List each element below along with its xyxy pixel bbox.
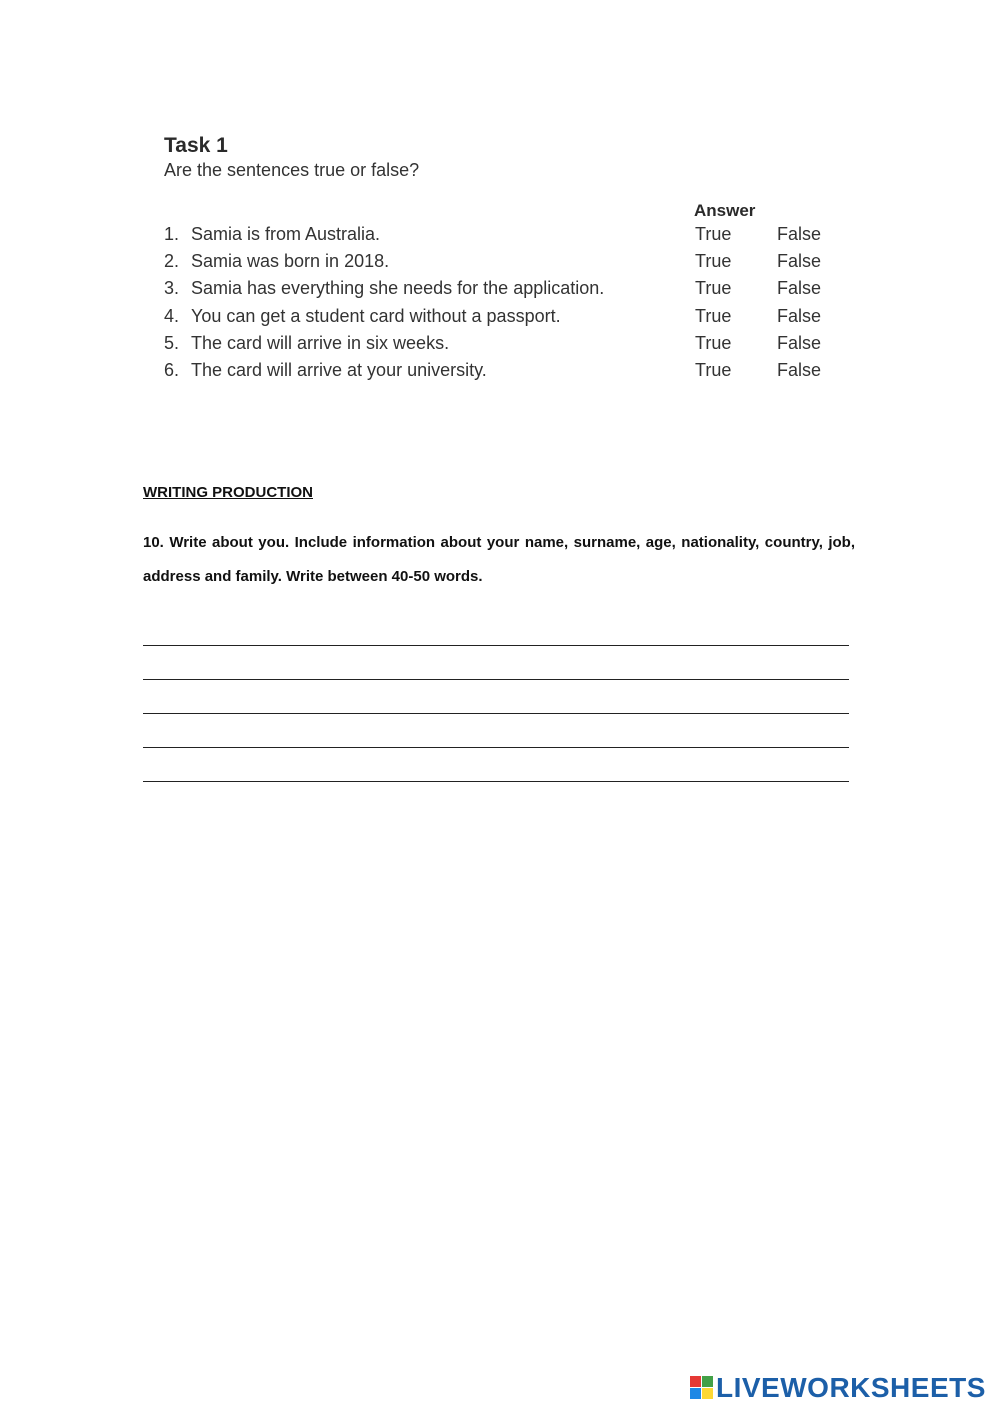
statement-text: The card will arrive at your university. [191, 359, 487, 380]
writing-production-section [143, 484, 855, 594]
answer-lines[interactable] [143, 612, 849, 782]
statement-item [164, 305, 864, 332]
statement-text: The card will arrive in six weeks. [191, 332, 450, 353]
answer-line[interactable] [143, 612, 849, 646]
task-title: Task 1 [164, 134, 228, 157]
option-false[interactable]: False [777, 224, 822, 244]
liveworksheets-logo-icon [690, 1376, 714, 1400]
brand-name: LIVEWORKSHEETS [716, 1372, 986, 1403]
option-false[interactable]: False [777, 251, 822, 272]
option-false[interactable]: False [777, 305, 822, 326]
statement-text: Samia has everything she needs for the application. [191, 278, 605, 299]
answer-column-header: Answer [694, 201, 756, 220]
statement-item [164, 332, 864, 359]
statement-item [164, 223, 864, 250]
statement-text: Samia is from Australia. [191, 224, 381, 244]
task-1 [164, 133, 864, 380]
option-true[interactable]: True [695, 332, 732, 353]
statement-item [164, 277, 864, 304]
writing-question: 10. Write about you. Include information about your name, surname, age, nationality, country, job, address and family. Write between 40-50 words. [143, 534, 855, 585]
statement-number: 2. [164, 251, 180, 272]
answer-line[interactable] [143, 748, 849, 782]
option-true[interactable]: True [695, 251, 732, 272]
brand-logo [690, 1374, 986, 1402]
answer-line[interactable] [143, 680, 849, 714]
answer-line[interactable] [143, 646, 849, 680]
option-true[interactable]: True [695, 278, 732, 299]
option-false[interactable]: False [777, 332, 822, 353]
option-true[interactable]: True [695, 224, 732, 244]
statement-number: 4. [164, 305, 180, 326]
statement-item [164, 359, 864, 386]
statement-item [164, 250, 864, 277]
option-false[interactable]: False [777, 278, 822, 299]
statement-text: Samia was born in 2018. [191, 251, 390, 272]
task-instructions: Are the sentences true or false? [164, 160, 420, 180]
option-true[interactable]: True [695, 359, 732, 380]
statement-number: 3. [164, 278, 180, 299]
section-title: WRITING PRODUCTION [143, 484, 313, 501]
statement-list [164, 223, 864, 386]
statement-number: 5. [164, 332, 180, 353]
statement-number: 1. [164, 224, 180, 244]
answer-line[interactable] [143, 714, 849, 748]
statement-number: 6. [164, 359, 180, 380]
statement-text: You can get a student card without a passport. [191, 305, 561, 326]
option-true[interactable]: True [695, 305, 732, 326]
option-false[interactable]: False [777, 359, 822, 380]
